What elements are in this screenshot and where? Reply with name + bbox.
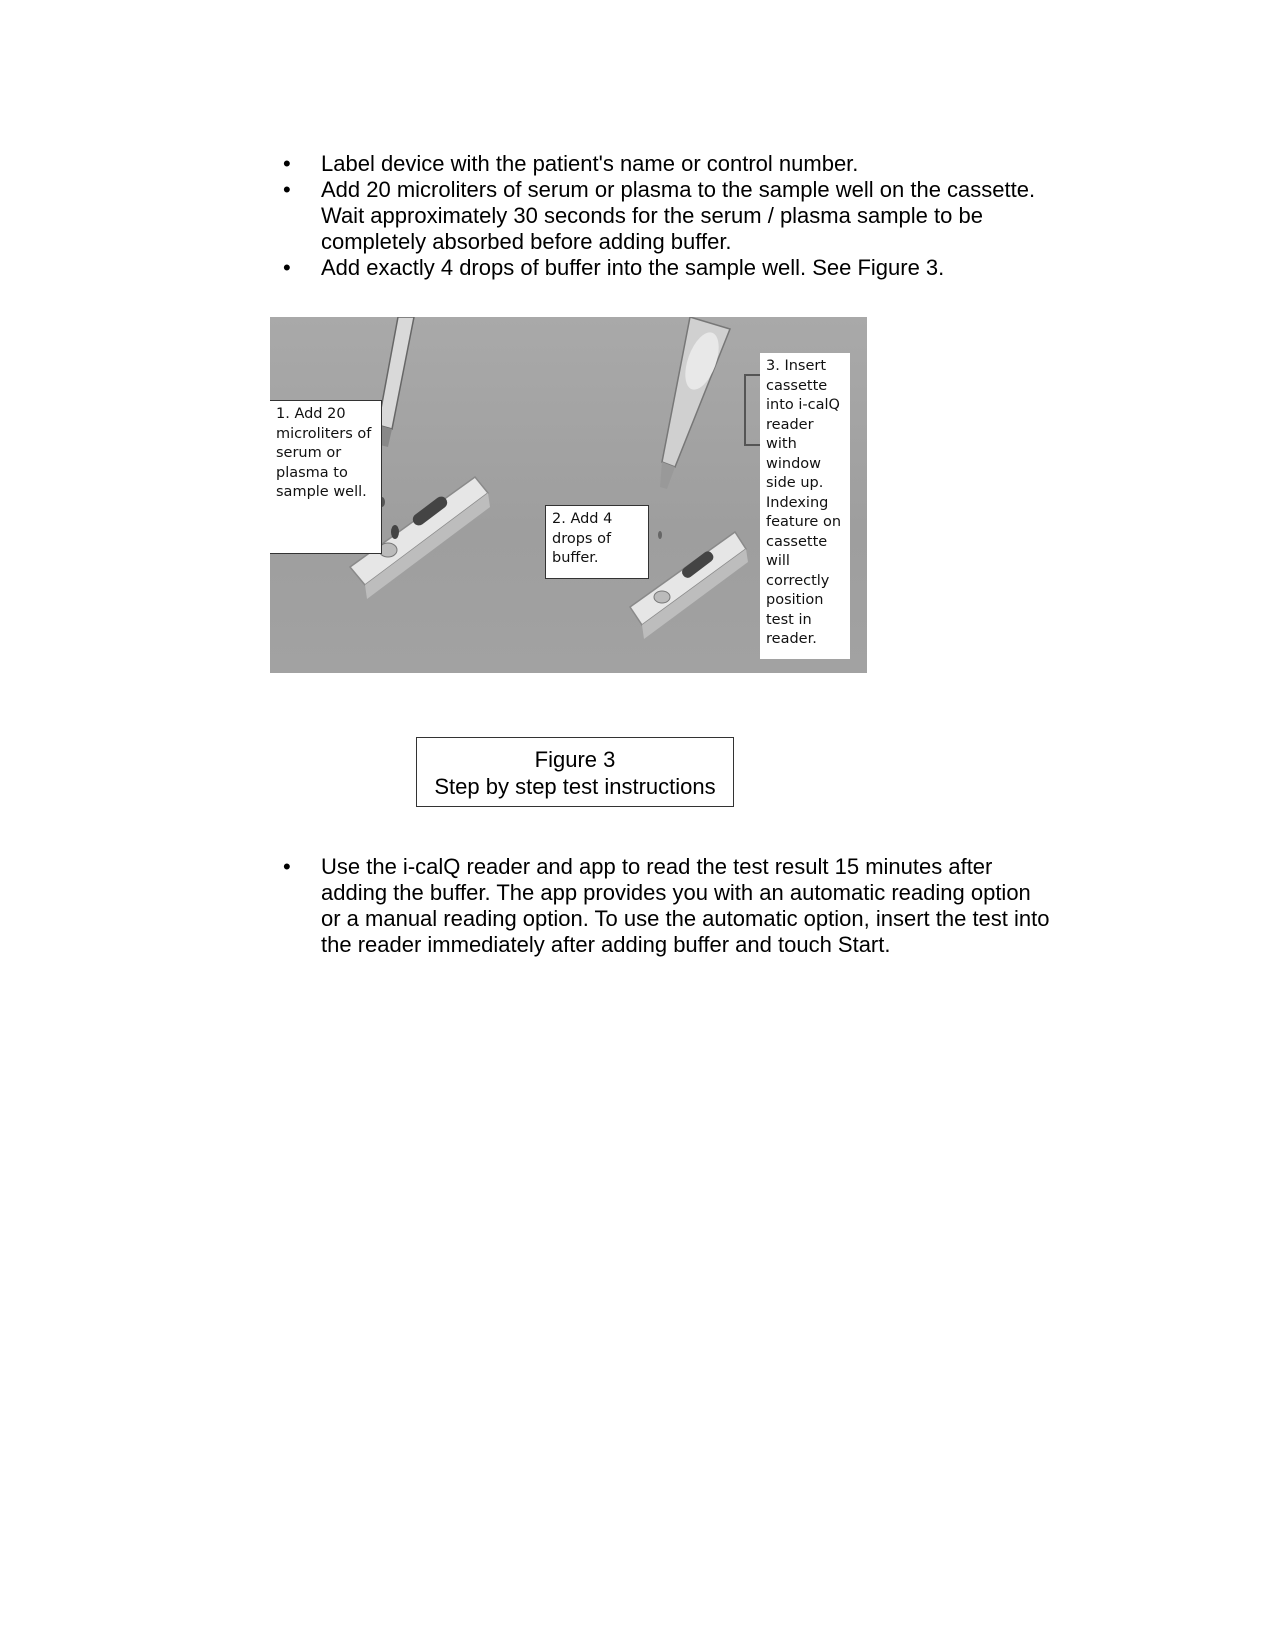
instruction-list-top <box>283 151 1043 281</box>
pipette-illustration <box>378 317 414 507</box>
step-2-callout: 2. Add 4 drops of buffer. <box>545 505 649 579</box>
instruction-text: Add exactly 4 drops of buffer into the sample well. See Figure 3. <box>321 255 945 280</box>
instruction-list-bottom <box>283 854 1053 958</box>
bullet: • <box>283 854 291 879</box>
bullet: • <box>283 151 291 176</box>
bullet: • <box>283 255 291 280</box>
figure-caption-subtitle: Step by step test instructions <box>434 774 716 799</box>
figure-caption <box>416 737 734 807</box>
step-3-callout: 3. Insert cassette into i-calQ reader with window side up. Indexing feature on cassette will correctly position test in reader. <box>760 353 850 659</box>
instruction-text: Use the i-calQ reader and app to read the test result 15 minutes after adding the buffer. The app provides you with an automatic reading option or a manual reading option. To use the automatic option, insert the test into the reader immediately after adding buffer and touch Start. <box>321 854 1050 957</box>
list-item <box>283 255 1043 281</box>
list-item <box>283 151 1043 177</box>
instruction-text: Label device with the patient's name or control number. <box>321 151 859 176</box>
list-item <box>283 854 1053 958</box>
step-1-callout: 1. Add 20 microliters of serum or plasma to sample well. <box>270 400 382 554</box>
figure-caption-title: Figure 3 <box>534 747 616 772</box>
list-item <box>283 177 1043 255</box>
bullet: • <box>283 177 291 202</box>
dropper-bottle-illustration <box>658 317 730 539</box>
instruction-text: Add 20 microliters of serum or plasma to the sample well on the cassette. Wait approximately 30 seconds for the serum / plasma sample to be completely absorbed before adding buffer. <box>321 177 1036 254</box>
